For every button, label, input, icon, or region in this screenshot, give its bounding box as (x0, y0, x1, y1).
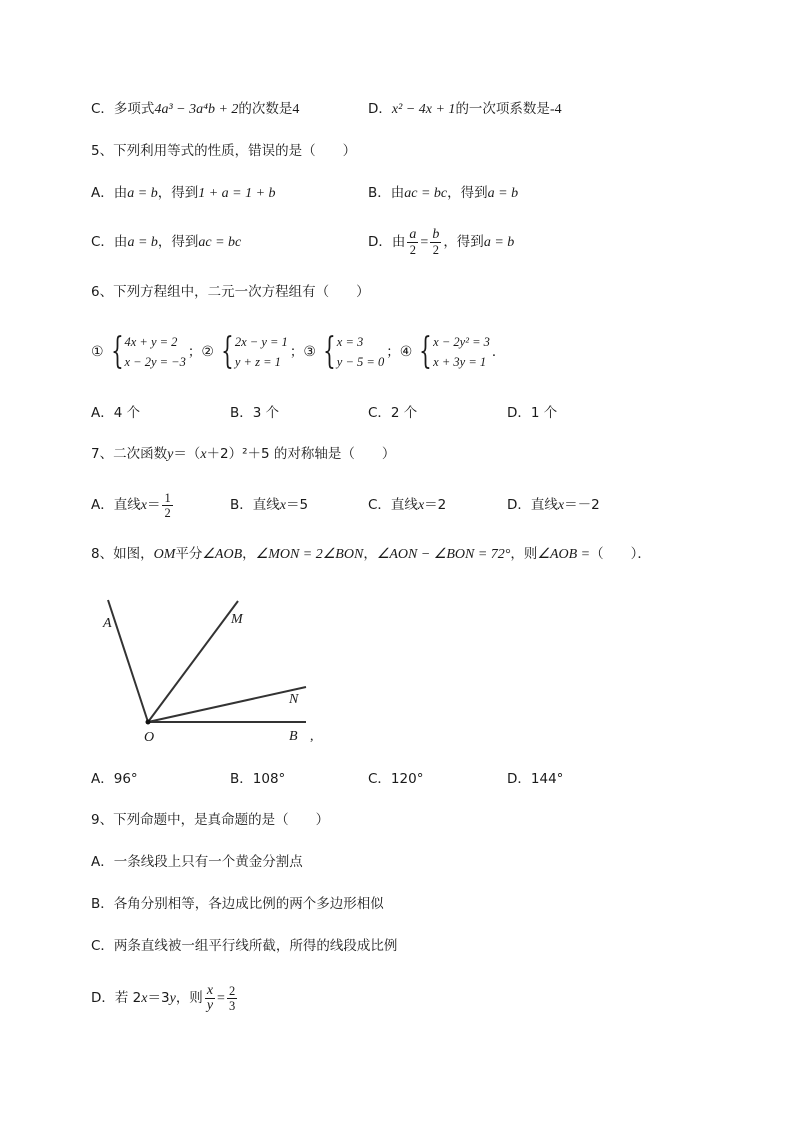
math-expression: ∠AON − ∠BON = 72° (376, 547, 511, 562)
separator: ； (187, 344, 202, 360)
option-label: A．直线 (91, 497, 141, 513)
denominator: y (206, 997, 214, 1013)
option-text: ，得到 (157, 234, 199, 250)
q5-option-b (368, 183, 518, 204)
separator: ， (242, 546, 256, 562)
q5-option-c (91, 232, 241, 253)
stem-text: ，则 (510, 546, 538, 562)
q7-stem (91, 444, 395, 465)
variable: x (279, 498, 286, 513)
option-label: D．直线 (507, 497, 558, 513)
stem-text: （ ）． (590, 546, 651, 562)
ray-om (148, 601, 238, 722)
denominator: 3 (228, 998, 236, 1013)
option-label: C．直线 (368, 497, 418, 513)
stem-text: ＋2）²＋5 的对称轴是（ ） (206, 446, 396, 462)
option-text: ，得到 (447, 185, 488, 201)
fraction (227, 984, 237, 1013)
angle-figure (90, 588, 330, 748)
variable: x (557, 498, 565, 513)
separator: ， (363, 546, 377, 562)
math-expression: 4a³ − 3a⁴b + 2 (154, 102, 239, 117)
equation: y + z = 1 (234, 355, 281, 369)
numerator: x (206, 982, 214, 998)
stem-text: ＝（ (173, 446, 201, 462)
math-expression: a = b (483, 235, 515, 250)
label-b: B (289, 729, 298, 744)
option-value: ＝5 (285, 497, 309, 513)
math-expression: ac = bc (198, 235, 242, 250)
q5-option-a (91, 183, 276, 204)
q7-option-d (507, 495, 600, 516)
equals-sign: = (420, 235, 429, 250)
numerator: b (432, 226, 440, 242)
q6-option-b: B．3 个 (230, 405, 280, 421)
q9-stem: 9、下列命题中，是真命题的是（ ） (91, 812, 330, 828)
stem-text: 8、如图， (91, 546, 154, 562)
numerator: a (409, 226, 417, 242)
option-label: D． (368, 101, 392, 117)
equation-system (216, 332, 288, 372)
equation: y − 5 = 0 (336, 355, 385, 369)
math-expression: ac = bc (404, 186, 448, 201)
equation: 2x − y = 1 (234, 335, 288, 349)
q9-option-b: B．各角分别相等，各边成比例的两个多边形相似 (91, 896, 384, 912)
q4-option-d (368, 99, 562, 120)
circled-number: ④ (399, 344, 413, 360)
vertex-o (146, 720, 151, 725)
option-label: B．直线 (230, 497, 280, 513)
equation-system (106, 332, 186, 372)
separator: ； (386, 344, 400, 360)
math-expression: ∠AOB (202, 547, 243, 562)
variable: y (169, 991, 176, 1006)
q5-stem: 5、下列利用等式的性质，错误的是（ ） (91, 143, 357, 159)
brace-icon: { (110, 331, 124, 372)
math-expression: x² − 4x + 1 (391, 102, 456, 117)
q6-option-d: D．1 个 (507, 405, 558, 421)
option-text: ，得到 (157, 185, 199, 201)
option-label: B．由 (368, 185, 405, 201)
q9-option-a: A．一条线段上只有一个黄金分割点 (91, 854, 303, 870)
option-value: ＝－2 (564, 497, 600, 513)
option-text: 的次数是 (238, 101, 293, 117)
fraction (205, 984, 215, 1013)
ray-oa (108, 600, 148, 722)
option-label: C．由 (91, 234, 128, 250)
variable: x (417, 498, 425, 513)
circled-number: ① (91, 344, 104, 360)
math-expression: a = b (487, 186, 519, 201)
q8-option-d: D．144° (507, 771, 564, 787)
option-value: 4 (292, 102, 300, 117)
numerator: 2 (228, 983, 236, 998)
math-expression: OM (153, 547, 176, 562)
separator: ； (289, 344, 304, 360)
math-expression: 1 + a = 1 + b (198, 186, 276, 201)
variable: x (141, 991, 148, 1006)
equation-system (318, 332, 384, 372)
option-label: C．多项式 (91, 101, 155, 117)
denominator: 2 (432, 242, 439, 257)
separator: ． (491, 344, 506, 360)
option-label: A．由 (91, 185, 128, 201)
q6-systems (91, 330, 505, 374)
option-label: D．若 2 (91, 990, 142, 1006)
option-label: D．由 (368, 234, 406, 250)
q8-option-b: B．108° (230, 771, 286, 787)
option-text: 的一次项系数是 (455, 101, 550, 117)
fraction (162, 491, 172, 520)
variable: x (140, 498, 147, 513)
label-a: A (103, 616, 112, 631)
q6-option-a: A．4 个 (91, 405, 141, 421)
denominator: 2 (164, 505, 171, 520)
equation: x − 2y = −3 (124, 355, 186, 369)
q9-option-c: C．两条直线被一组平行线所截，所得的线段成比例 (91, 938, 398, 954)
equation-system (414, 332, 490, 372)
q7-option-c (368, 495, 446, 516)
math-expression: a = b (127, 235, 158, 250)
brace-icon: { (221, 331, 234, 372)
equation: 4x + y = 2 (124, 335, 178, 349)
q5-option-d (368, 226, 514, 259)
fraction (407, 228, 418, 257)
q6-option-c: C．2 个 (368, 405, 418, 421)
stem-text: 7、二次函数 (91, 446, 168, 462)
figure-comma: , (310, 729, 314, 744)
math-expression: ∠MON = 2∠BON (255, 547, 364, 562)
fraction (430, 228, 441, 257)
math-expression: ∠AOB = (537, 547, 591, 562)
ray-on (148, 687, 306, 722)
label-o: O (144, 730, 155, 745)
option-text: ，则 (175, 990, 203, 1006)
equals-sign: = (217, 991, 225, 1006)
circled-number: ② (201, 344, 214, 360)
equation: x − 2y² = 3 (433, 335, 490, 349)
label-n: N (289, 692, 299, 707)
option-text: ，得到 (443, 234, 484, 250)
q7-option-b (230, 495, 308, 516)
option-text: ＝3 (147, 990, 170, 1006)
variable: y (167, 447, 174, 462)
brace-icon: { (419, 331, 433, 372)
q9-option-d (91, 981, 239, 1016)
circled-number: ③ (303, 344, 316, 360)
q8-stem (91, 544, 651, 565)
q7-option-a (91, 489, 175, 522)
q8-option-a: A．96° (91, 771, 138, 787)
numerator: 1 (164, 490, 171, 505)
label-m: M (231, 612, 243, 627)
equation: x + 3y = 1 (433, 355, 487, 369)
equals-sign: ＝ (146, 497, 161, 513)
option-value: ＝2 (424, 497, 447, 513)
equation: x = 3 (336, 335, 364, 349)
denominator: 2 (409, 242, 417, 257)
math-expression: a = b (127, 186, 158, 201)
variable: x (200, 447, 207, 462)
brace-icon: { (323, 331, 336, 372)
option-value: -4 (549, 102, 562, 117)
stem-text: 平分 (175, 546, 203, 562)
q8-option-c: C．120° (368, 771, 424, 787)
q6-stem: 6、下列方程组中，二元一次方程组有（ ） (91, 284, 370, 300)
q4-option-c (91, 99, 299, 120)
